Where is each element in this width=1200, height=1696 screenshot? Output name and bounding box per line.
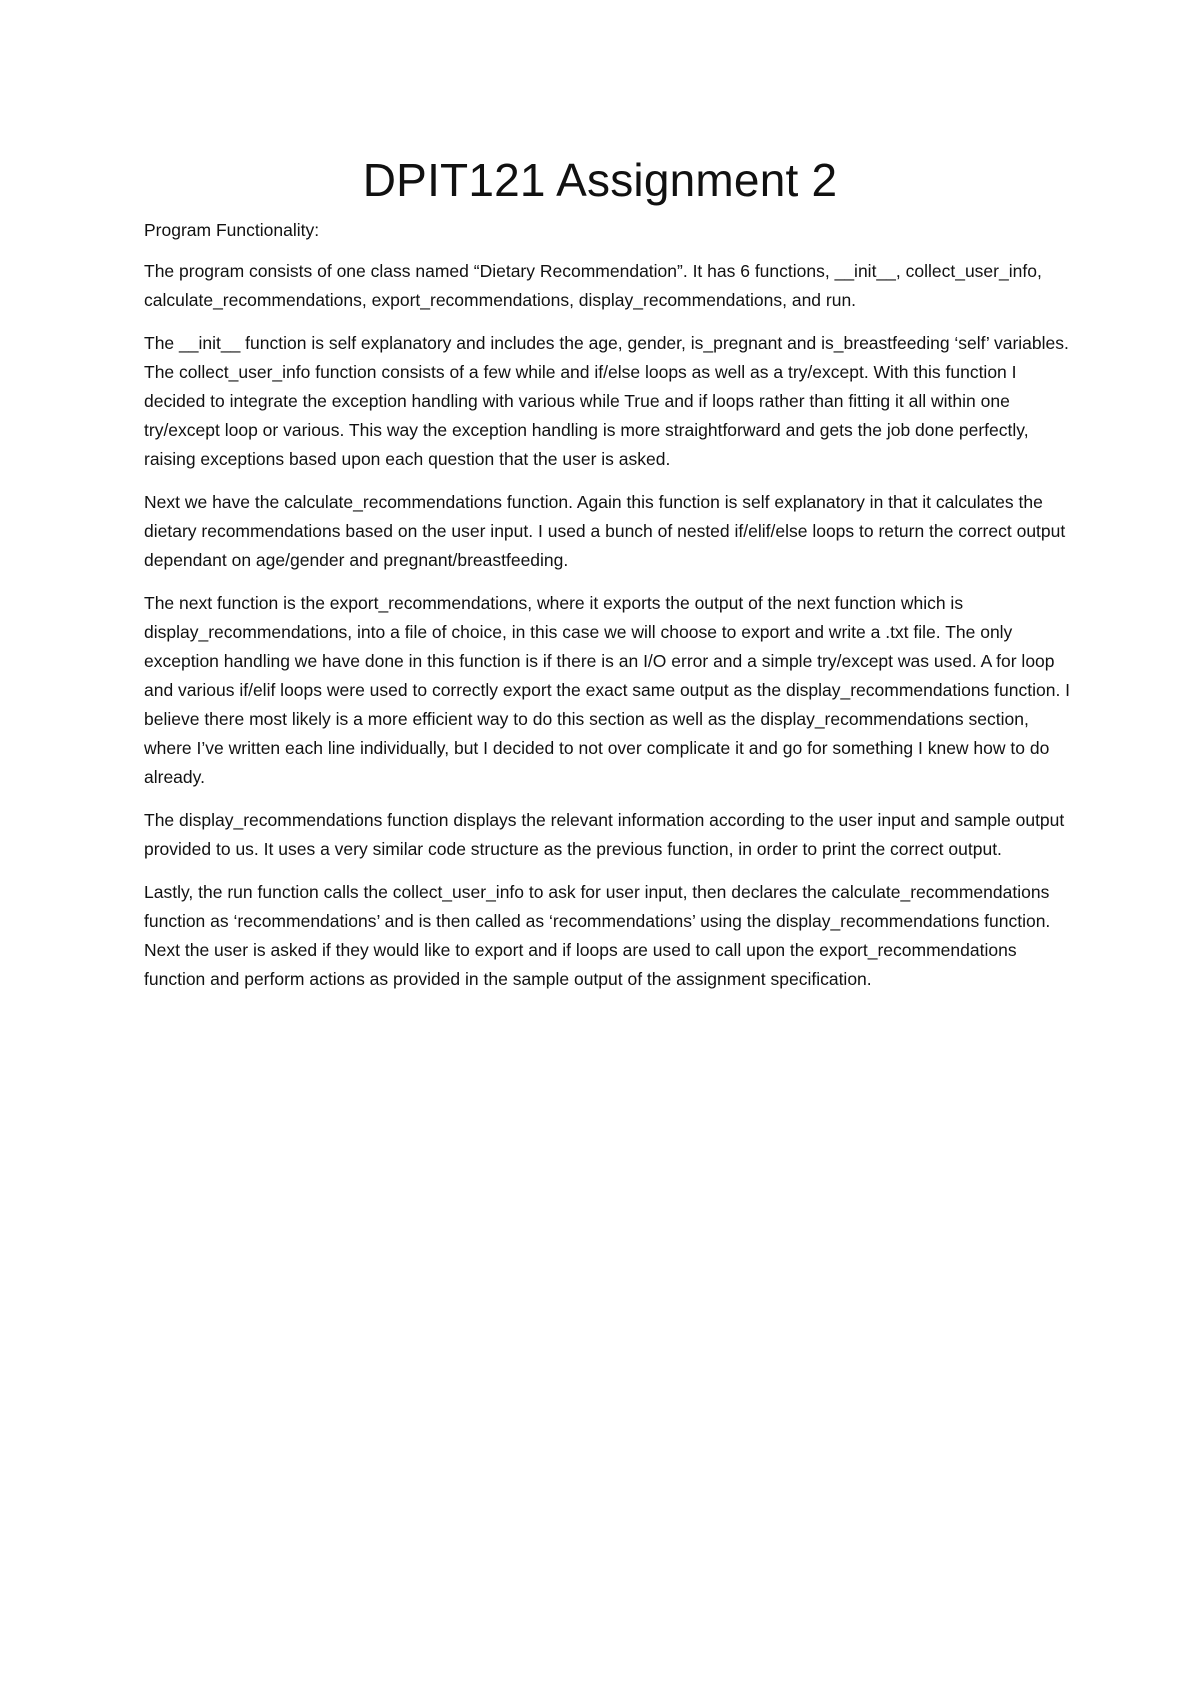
paragraph-display-function: The display_recommendations function displays the relevant information according to the user input and sample output provided to us. It uses a very similar code structure as the previous function, in order to print the correct output. (144, 810, 1065, 859)
paragraph-export-function: The next function is the export_recommendations, where it exports the output of the next function which is display_recommendations, into a file of choice, in this case we will choose to export and write a .txt file. The only exception handling we have done in this function is if there is an I/O error and a simple try/except was used. A for loop and various if/elif loops were used to correctly export the exact same output as the display_recommendations function. I believe there most likely is a more efficient way to do this section as well as the display_recommendations section, where I’ve written each line individually, but I decided to not over complicate it and go for something I knew how to do already. (144, 593, 1071, 787)
document-title: DPIT121 Assignment 2 (362, 154, 838, 206)
paragraph-calculate-function: Next we have the calculate_recommendations function. Again this function is self explanatory in that it calculates the dietary recommendations based on the user input. I used a bunch of nested if/elif/else loops to return the correct output dependant on age/gender and pregnant/breastfeeding. (144, 492, 1066, 570)
document-body (144, 216, 1074, 1008)
paragraph-init-function: The __init__ function is self explanatory and includes the age, gender, is_pregnant and is_breastfeeding ‘self’ variables. The collect_user_info function consists of a few while and if/else loops as well as a try/except. With this function I decided to integrate the exception handling with various while True and if loops rather than fitting it all within one try/except loop or various. This way the exception handling is more straightforward and gets the job done perfectly, raising exceptions based upon each question that the user is asked. (144, 333, 1069, 469)
paragraph-overview: The program consists of one class named “Dietary Recommendation”. It has 6 functions, __init__, collect_user_info, calculate_recommendations, export_recommendations, display_recommendations, and run. (144, 261, 1042, 310)
section-heading: Program Functionality: (144, 220, 320, 240)
paragraph-run-function: Lastly, the run function calls the collect_user_info to ask for user input, then declares the calculate_recommendations function as ‘recommendations’ and is then called as ‘recommendations’ using the display_recommendations function. Next the user is asked if they would like to export and if loops are used to call upon the export_recommendations function and perform actions as provided in the sample output of the assignment specification. (144, 882, 1051, 989)
